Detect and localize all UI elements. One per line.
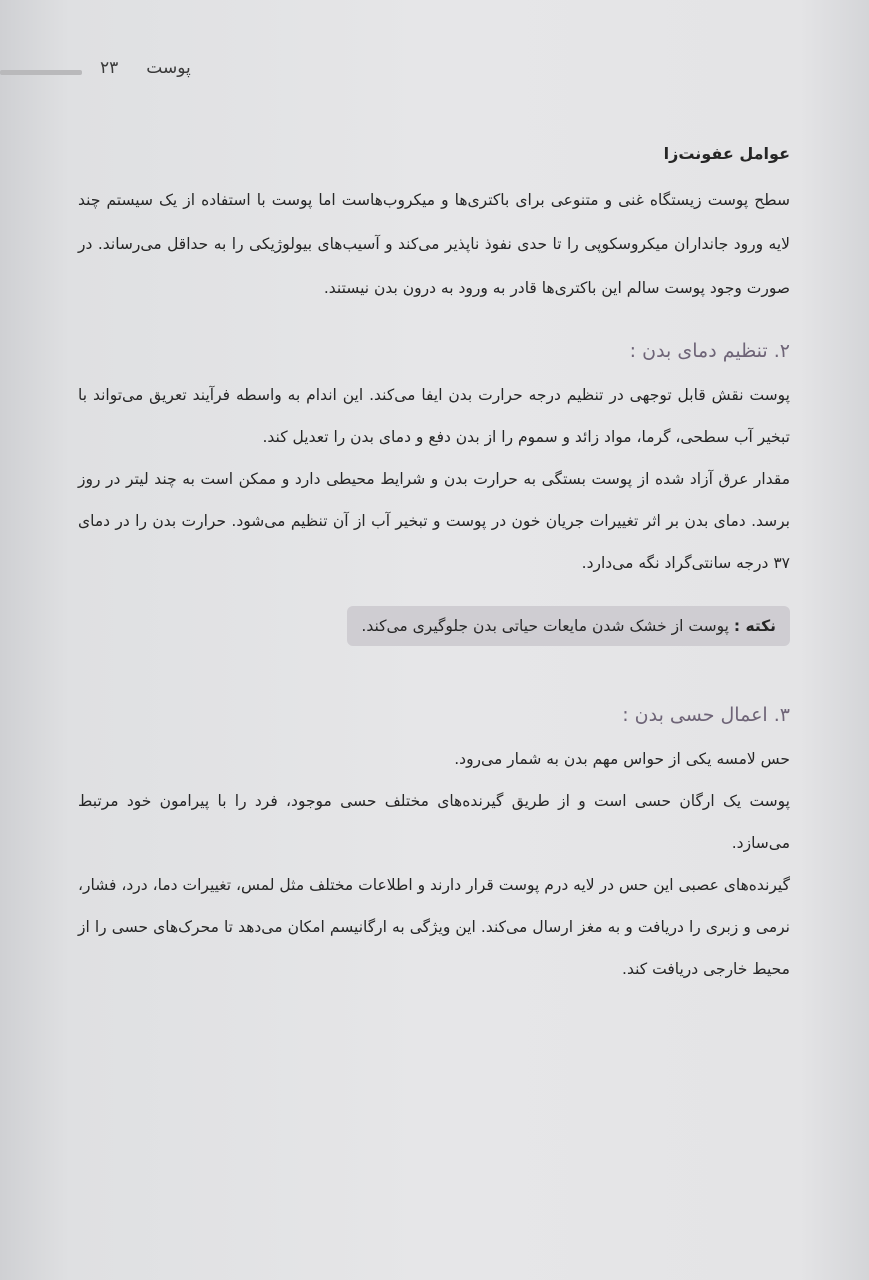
header-rule xyxy=(0,70,82,75)
temperature-paragraph-1: پوست نقش قابل توجهی در تنظیم درجه حرارت بدن ایفا می‌کند. این اندام به واسطه فرآیند تعریق می‌تواند با تبخیر آب سطحی، گرما، مواد زائد و سموم را از بدن دفع و دمای بدن را تعدیل کند. xyxy=(78,386,790,446)
note-label: نکته : xyxy=(733,617,776,635)
temperature-paragraph-2: مقدار عرق آزاد شده از پوست بستگی به حرارت بدن و شرایط محیطی دارد و ممکن است به چند لیتر در روز برسد. دمای بدن بر اثر تغییرات جریان خون در پوست و تبخیر آب از آن تنظیم می‌شود. حرارت بدن را در دمای ۳۷ درجه سانتی‌گراد نگه می‌دارد. xyxy=(78,470,790,572)
chapter-title: پوست xyxy=(146,58,191,78)
note-box xyxy=(347,606,790,646)
sensory-paragraph-3: گیرنده‌های عصبی این حس در لایه درم پوست قرار دارند و اطلاعات مختلف مثل لمس، تغییرات دما، درد، فشار، نرمی و زبری را دریافت و به مغز ارسال می‌کند. این ویژگی به ارگانیسم امکان می‌دهد تا محرک‌های حسی را از محیط خارجی دریافت کند. xyxy=(78,876,790,978)
sensory-section-title: ۳. اعمال حسی بدن : xyxy=(622,704,790,726)
germs-paragraph: سطح پوست زیستگاه غنی و متنوعی برای باکتری‌ها و میکروب‌هاست اما پوست با استفاده از یک سیستم چند لایه ورود جانداران میکروسکوپی را تا حدی نفوذ ناپذیر می‌کند و آسیب‌های بیولوژیکی را به حداقل می‌رساند. در صورت وجود پوست سالم این باکتری‌ها قادر به ورود به درون بدن نیستند. xyxy=(78,191,790,297)
page-number: ۲۳ xyxy=(100,58,119,78)
sensory-paragraph-2: پوست یک ارگان حسی است و از طریق گیرنده‌های مختلف حسی موجود، فرد را با پیرامون خود مرتبط می‌سازد. xyxy=(78,792,790,852)
page-content xyxy=(78,140,790,990)
temperature-section-title: ۲. تنظیم دمای بدن : xyxy=(629,340,790,362)
sensory-paragraph-1: حس لامسه یکی از حواس مهم بدن به شمار می‌رود. xyxy=(454,750,790,768)
note-text: پوست از خشک شدن مایعات حیاتی بدن جلوگیری می‌کند. xyxy=(361,617,729,635)
running-header xyxy=(100,58,191,78)
germs-heading: عوامل عفونت‌زا xyxy=(663,144,790,163)
